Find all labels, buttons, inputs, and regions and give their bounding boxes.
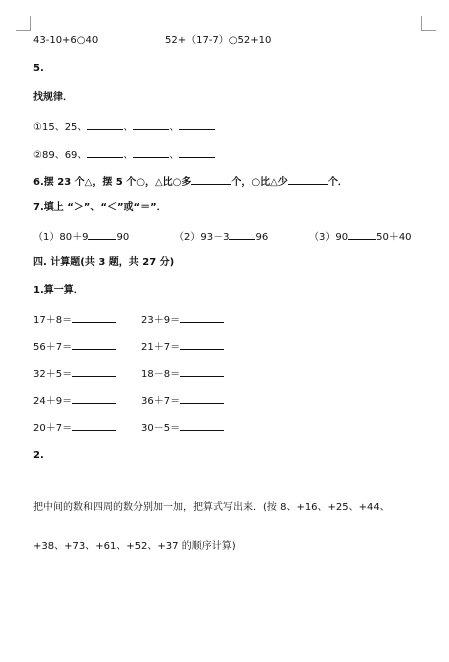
calc-expression: 56＋7＝ [33, 342, 73, 353]
calc-item [141, 313, 224, 327]
calc-expression: 32＋5＝ [33, 369, 73, 380]
calc-item [141, 394, 224, 408]
compare-left: 43-10+6○40 [33, 35, 99, 46]
answer-blank[interactable] [133, 120, 169, 130]
answer-blank[interactable] [72, 367, 116, 377]
q5-row-2-label: ②89、69、 [33, 150, 88, 161]
calc-item [141, 421, 224, 435]
answer-blank[interactable] [180, 340, 224, 350]
calc-2-instruction-line-1: 把中间的数和四周的数分别加一加，把算式写出来．(按 8、+16、+25、+44、 [33, 502, 390, 513]
q7-item-c [309, 230, 412, 244]
page-corner-mark-right [421, 16, 436, 31]
answer-blank[interactable] [87, 120, 123, 130]
calc-item [141, 340, 224, 354]
q7-item-a [33, 230, 129, 244]
q7-b-post: 96 [255, 232, 269, 243]
separator: 、 [169, 150, 180, 161]
answer-blank[interactable] [133, 148, 169, 158]
q5-row-1-label: ①15、25、 [33, 122, 88, 133]
q5-row-1 [33, 120, 215, 134]
q7-c-pre: （3）90 [309, 232, 349, 243]
calc-1-title: 1.算一算． [33, 285, 84, 296]
page-corner-mark-left [16, 16, 31, 31]
q6-part-2: 个，○比△少 [231, 177, 288, 188]
compare-right: 52+（17-7）○52+10 [165, 35, 272, 46]
calc-expression: 17＋8＝ [33, 315, 73, 326]
q7-title: 7.填上 “＞”、“＜”或“＝”． [33, 202, 167, 213]
separator: 、 [123, 122, 134, 133]
calc-item [141, 367, 224, 381]
answer-blank[interactable] [72, 421, 116, 431]
answer-blank[interactable] [179, 120, 215, 130]
calc-item [33, 421, 116, 435]
calc-2-number: 2. [33, 450, 44, 461]
calc-expression: 36＋7＝ [141, 396, 181, 407]
calc-item [33, 394, 116, 408]
calc-expression: 30－5＝ [141, 423, 181, 434]
q5-row-2 [33, 148, 215, 162]
q7-c-post: 50＋40 [376, 232, 412, 243]
q7-item-b [174, 230, 268, 244]
q6-part-1: 6.摆 23 个△，摆 5 个○，△比○多 [33, 177, 192, 188]
calc-expression: 24＋9＝ [33, 396, 73, 407]
q5-title: 找规律． [33, 92, 73, 103]
calc-expression: 21＋7＝ [141, 342, 181, 353]
answer-blank[interactable] [288, 175, 328, 185]
answer-blank[interactable] [180, 313, 224, 323]
calc-expression: 23＋9＝ [141, 315, 181, 326]
section-4-heading: 四. 计算题(共 3 题，共 27 分) [33, 257, 175, 268]
q7-a-post: 90 [116, 232, 130, 243]
answer-blank[interactable] [179, 148, 215, 158]
answer-blank[interactable] [180, 367, 224, 377]
q6-part-3: 个． [327, 177, 348, 188]
q5-number: 5. [33, 63, 44, 74]
answer-blank[interactable] [88, 230, 116, 240]
q6-line [33, 175, 348, 189]
separator: 、 [169, 122, 180, 133]
calc-2-instruction-line-2: +38、+73、+61、+52、+37 的顺序计算) [33, 541, 236, 552]
answer-blank[interactable] [87, 148, 123, 158]
answer-blank[interactable] [229, 230, 255, 240]
calc-expression: 18－8＝ [141, 369, 181, 380]
q7-a-pre: （1）80＋9 [33, 232, 89, 243]
answer-blank[interactable] [180, 421, 224, 431]
q7-b-pre: （2）93－3 [174, 232, 230, 243]
calc-expression: 20＋7＝ [33, 423, 73, 434]
answer-blank[interactable] [348, 230, 376, 240]
answer-blank[interactable] [191, 175, 231, 185]
separator: 、 [123, 150, 134, 161]
answer-blank[interactable] [72, 313, 116, 323]
calc-item [33, 367, 116, 381]
calc-item [33, 313, 116, 327]
answer-blank[interactable] [72, 340, 116, 350]
calc-item [33, 340, 116, 354]
answer-blank[interactable] [180, 394, 224, 404]
answer-blank[interactable] [72, 394, 116, 404]
